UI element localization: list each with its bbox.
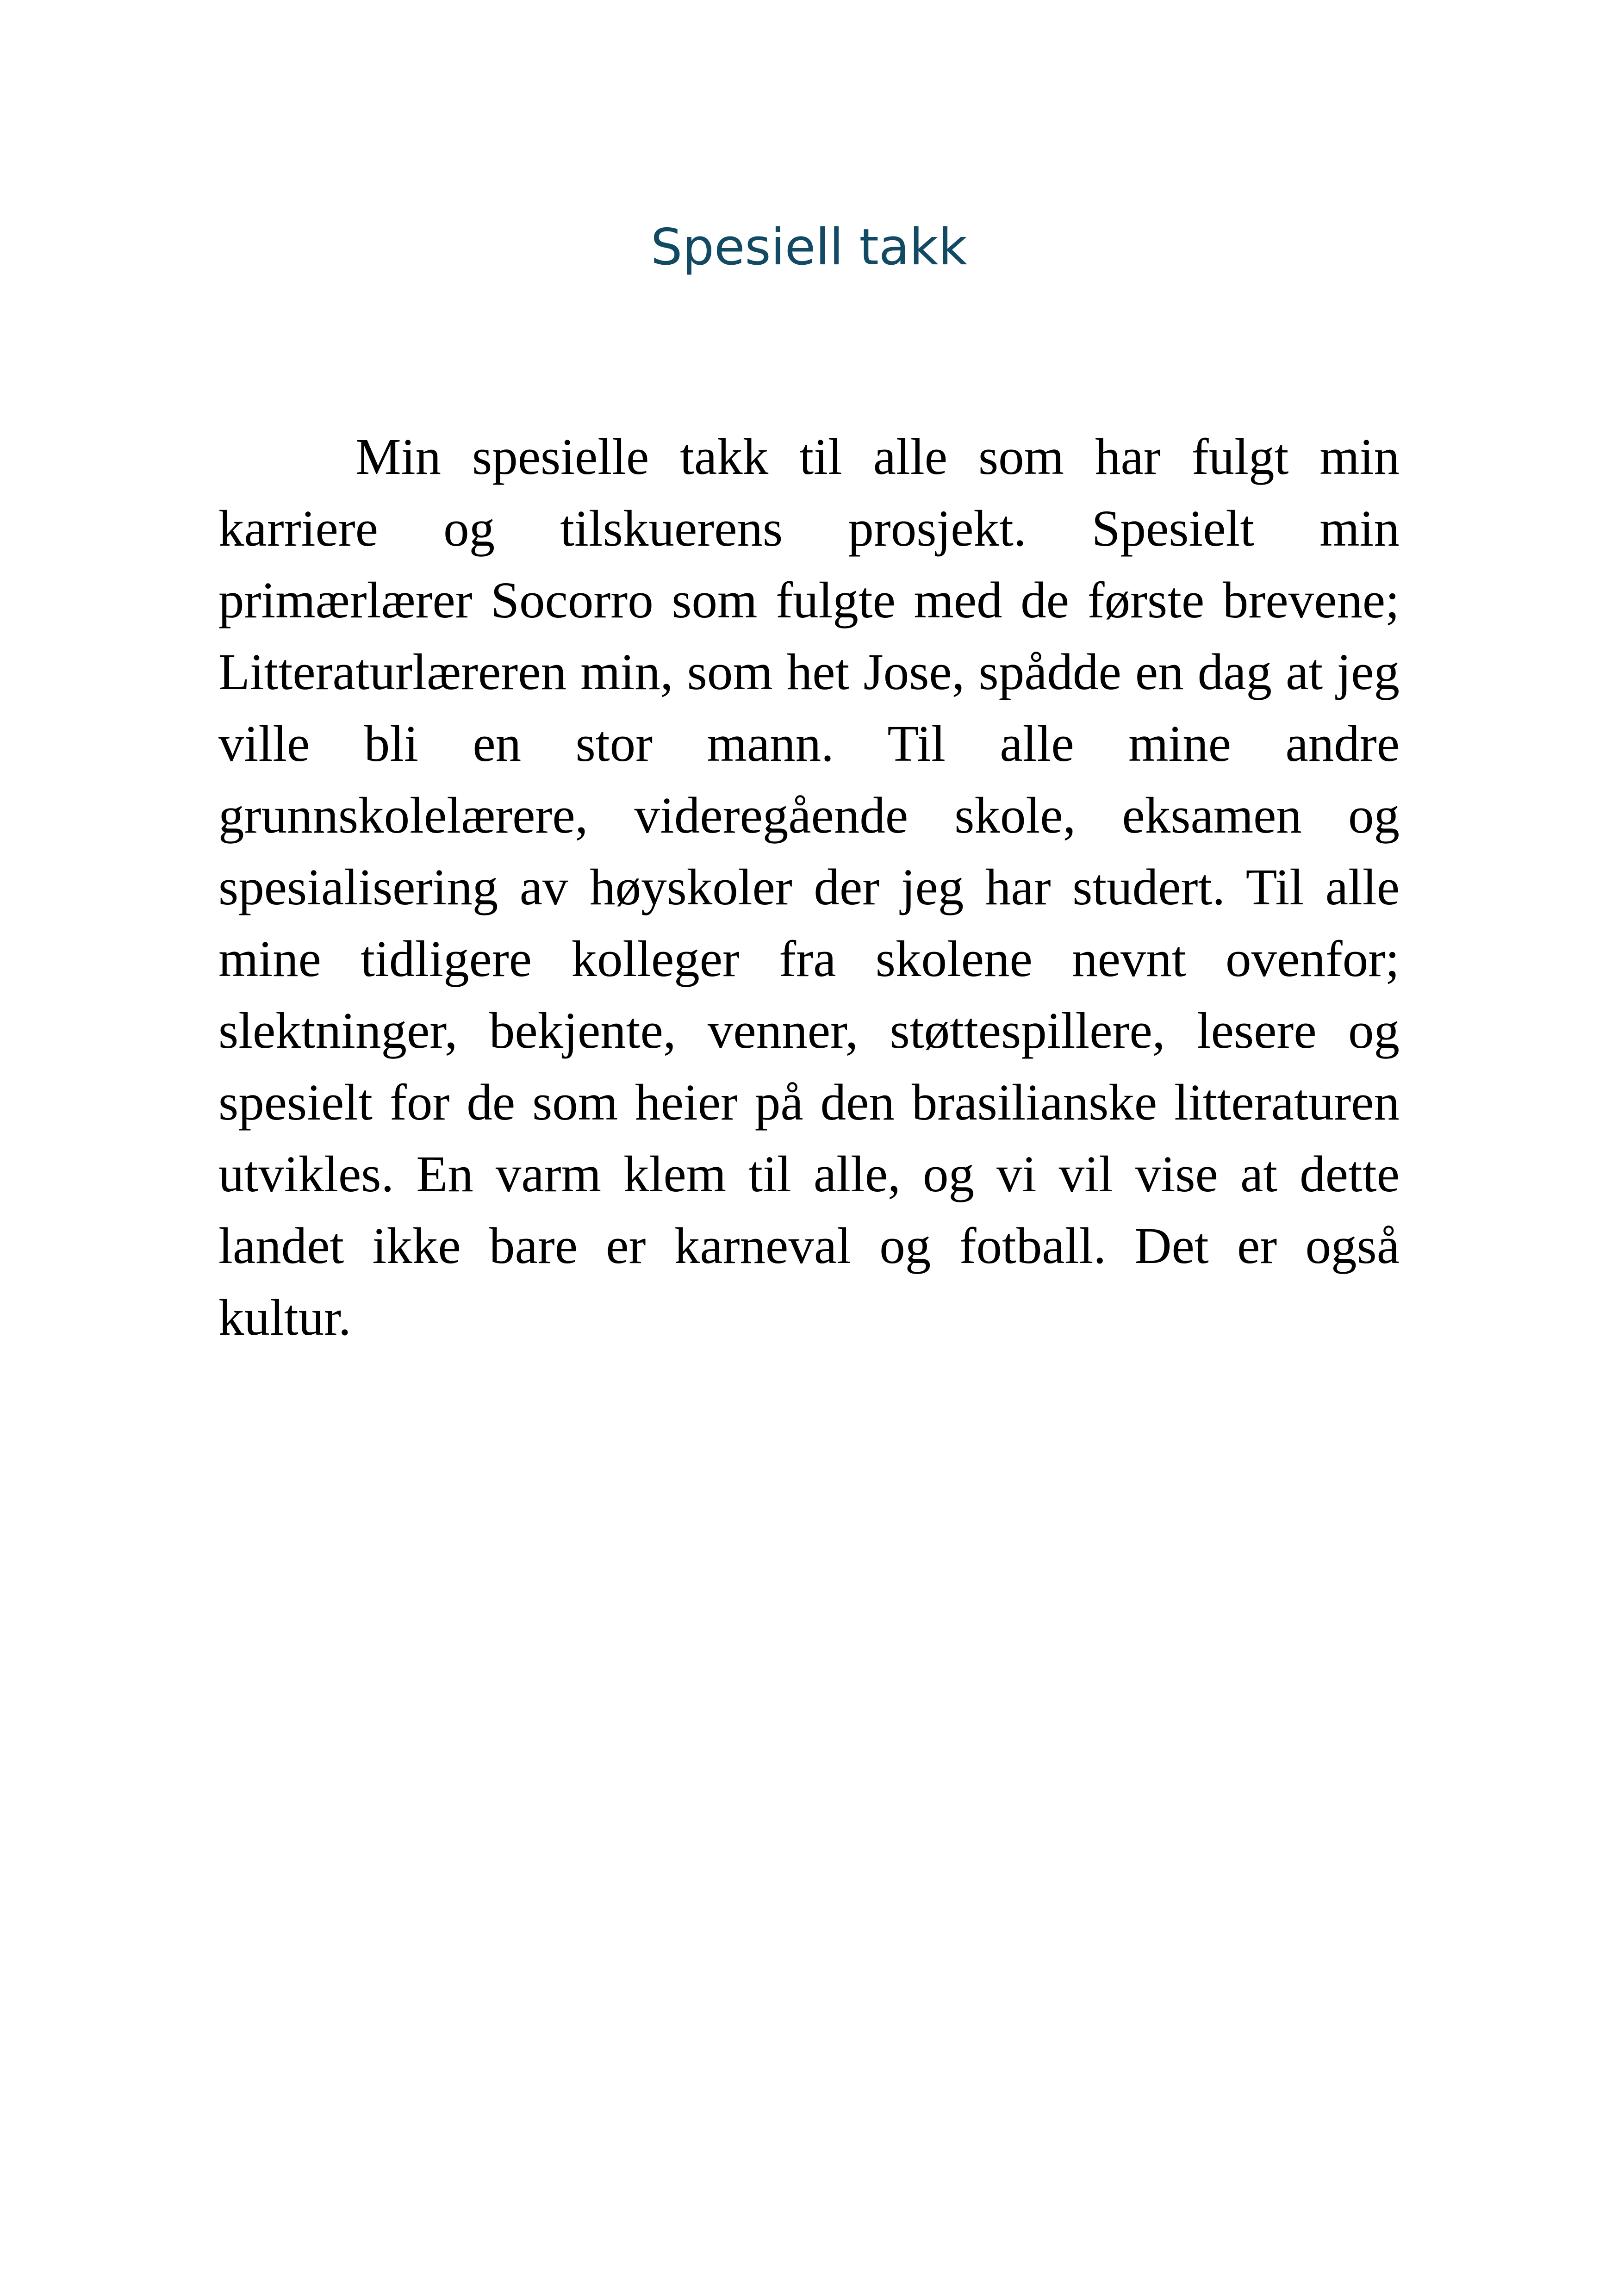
page-title: Spesiell takk bbox=[650, 218, 968, 276]
acknowledgement-paragraph: Min spesielle takk til alle som har fulgt min karriere og tilskuerens prosjekt. Spesielt min primærlærer Socorro som fulgte med de første brevene; Litteraturlæreren min, som het Jose, spådde en dag at jeg ville bli en stor mann. Til alle mine andre grunnskolelærere, videregående skole, eksamen og spesialisering av høyskoler der jeg har studert. Til alle mine tidligere kolleger fra skolene nevnt ovenfor; slektninger, bekjente, venner, støttespillere, lesere og spesielt for de som heier på den brasilianske litteraturen utvikles. En varm klem til alle, og vi vil vise at dette landet ikke bare er karneval og fotball. Det er også kultur. bbox=[218, 429, 1400, 1346]
